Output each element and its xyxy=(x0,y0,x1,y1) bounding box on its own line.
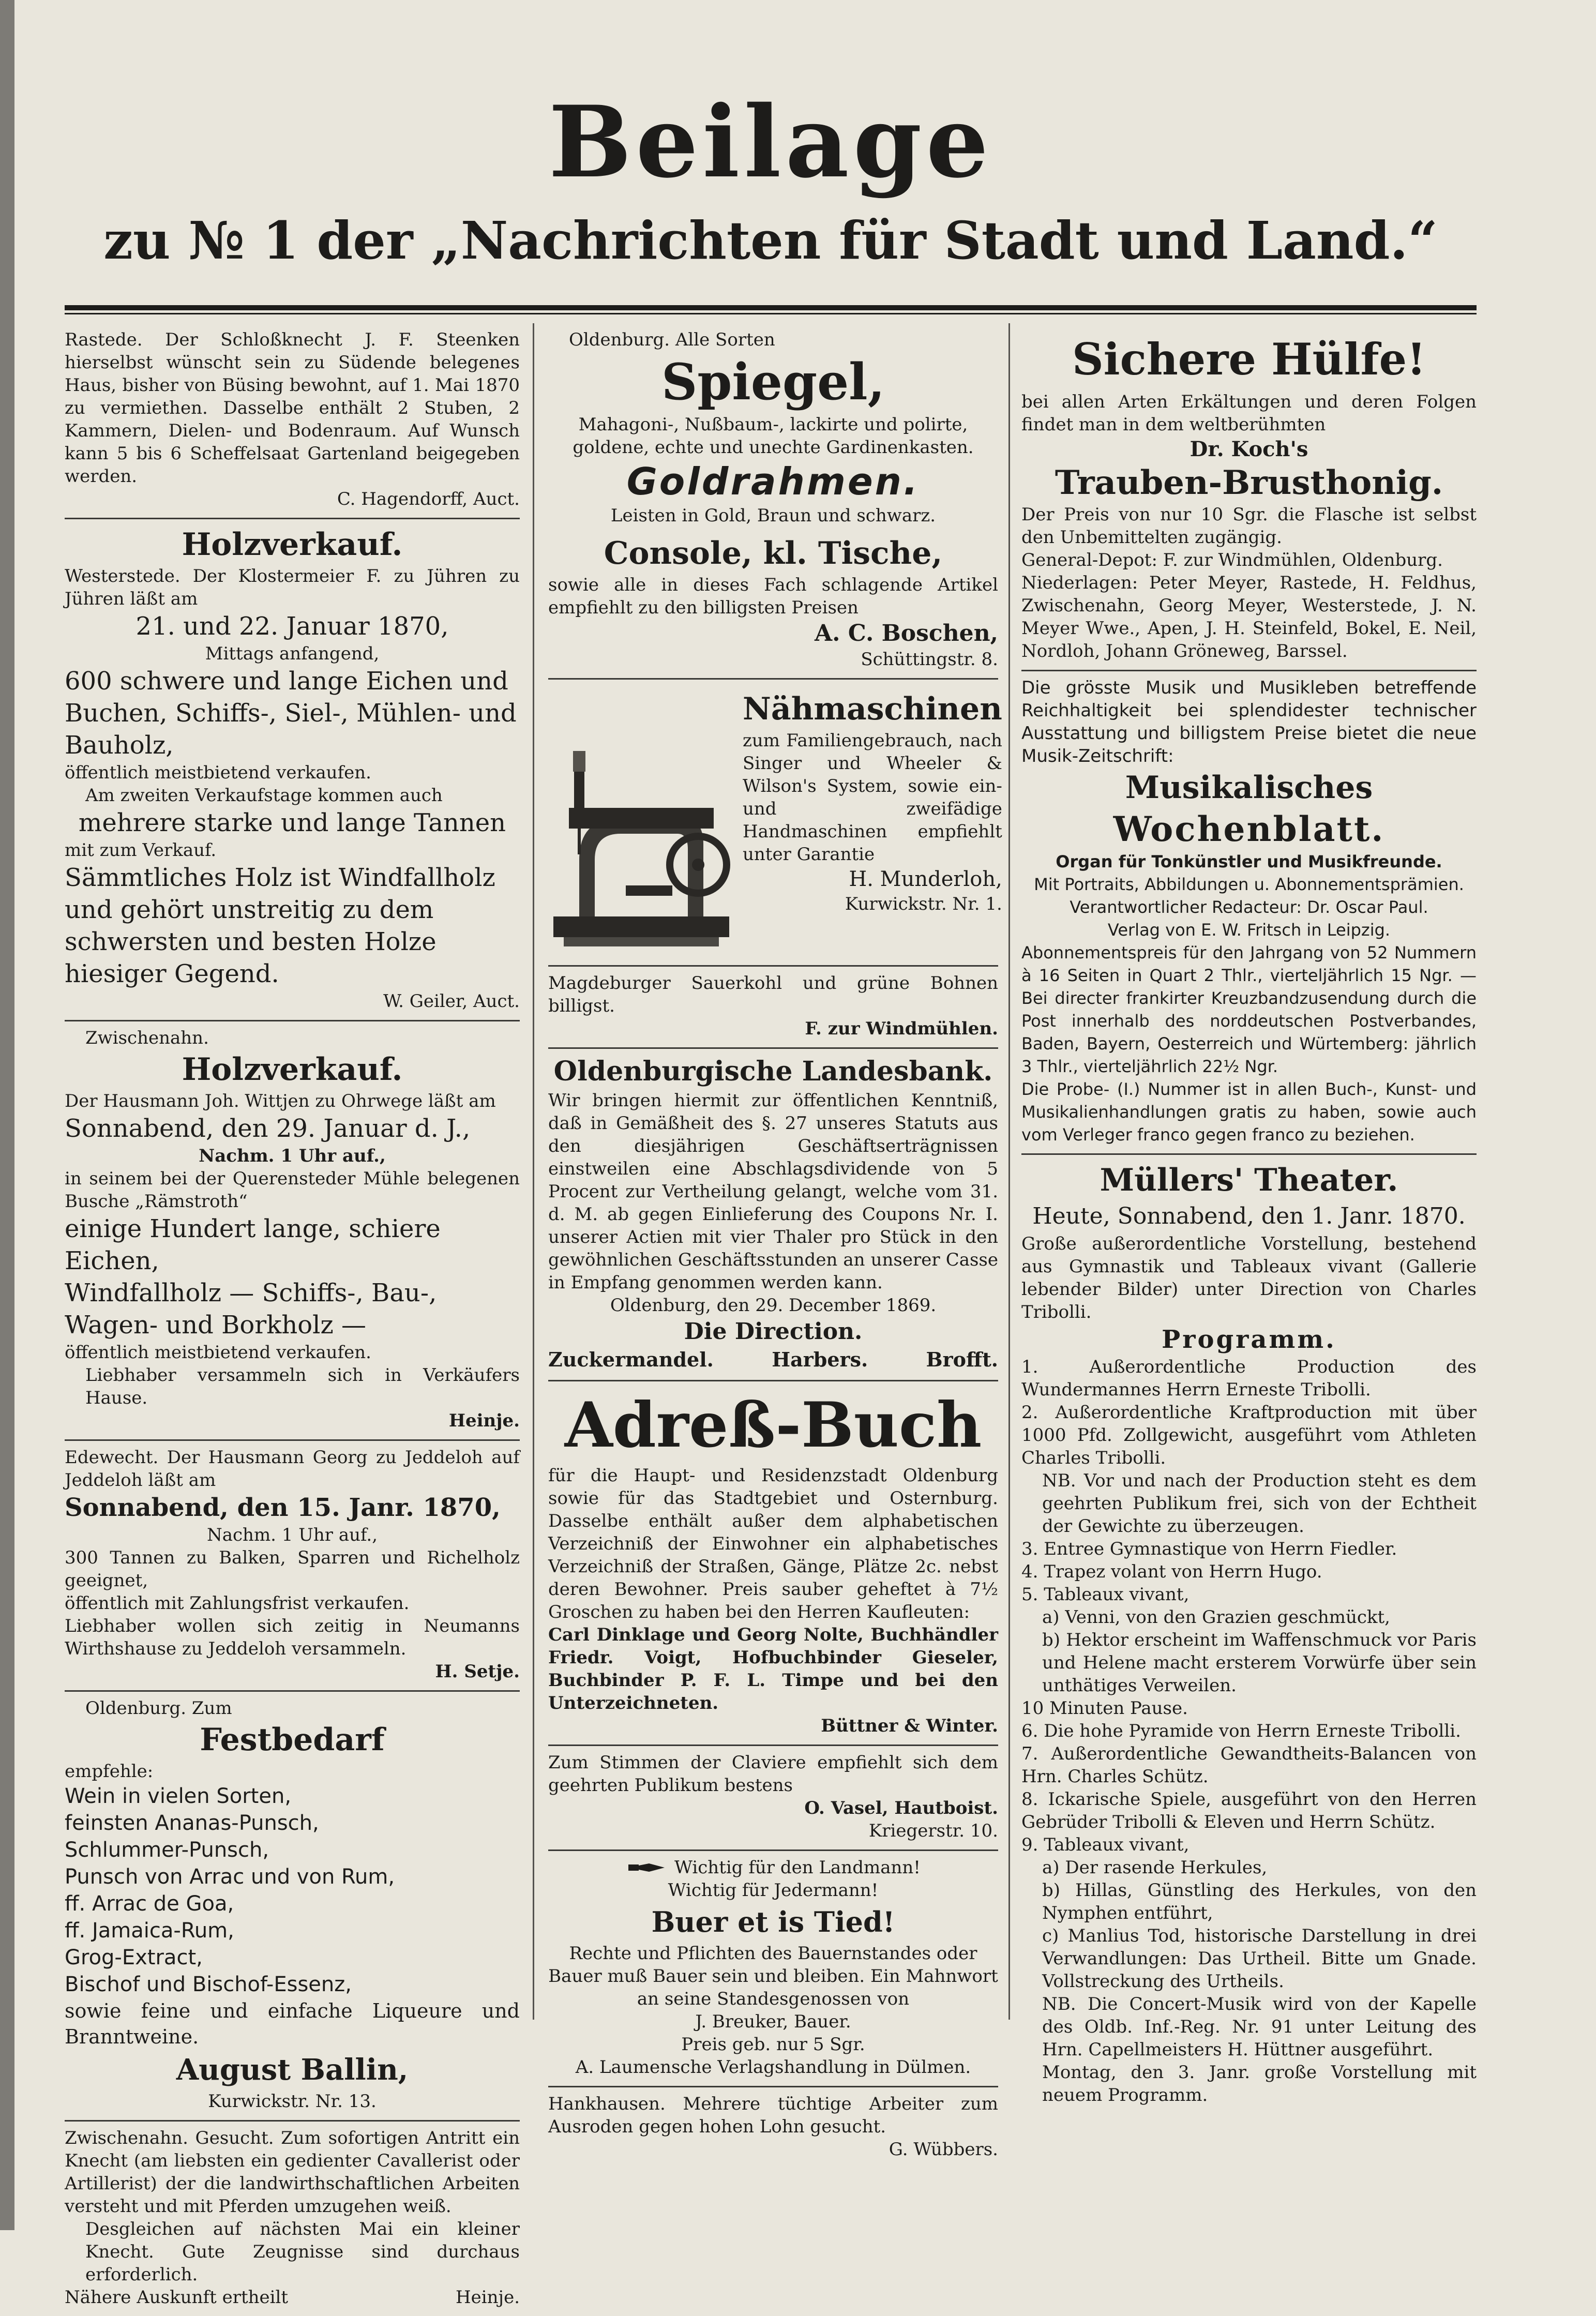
program-item: 5. Tableaux vivant, xyxy=(1021,1584,1190,1605)
ad-text: Magdeburger Sauerkohl und grüne Bohnen billigst. xyxy=(548,973,998,1016)
ad-signature: F. zur Windmühlen. xyxy=(805,1018,998,1039)
ad-location: in seinem bei der Querensteder Mühle belegenen Busche „Rämstroth“ xyxy=(65,1168,520,1212)
ad-piano-tuning xyxy=(548,1746,998,1851)
ad-signature: A. C. Boschen, xyxy=(814,620,998,646)
ad-farmer-book xyxy=(548,1851,998,2087)
program-item: 8. Ickarische Spiele, ausgeführt von den Herren Gebrüder Tribolli & Eleven und Herrn Schütz. xyxy=(1021,1789,1477,1832)
ad-signature-address: Kurwickstr. Nr. 1. xyxy=(845,894,1002,914)
ad-text-3: sowie alle in dieses Fach schlagende Artikel empfiehlt zu den billigsten Preisen xyxy=(548,575,998,618)
ad-goods-2-sub: mit zum Verkauf. xyxy=(65,840,217,861)
ad-text: Große außerordentliche Vorstellung, bestehend aus Gymnastik und Tableaux vivant (Gallerie lebender Bilder) unter Direction von Charles Tribolli. xyxy=(1021,1234,1477,1322)
machine-text-block xyxy=(743,689,1002,958)
product-list xyxy=(65,1783,520,1998)
ad-text: Wir bringen hiermit zur öffentlichen Kenntniß, daß in Gemäßheit des §. 27 unseres Statuts aus den diesjährigen Geschäftserträgnissen einstweilen eine Abschlagsdividende von 5 Procent zur Vertheilung gelangt, welche vom 31. d. M. ab gegen Einlieferung des Coupons Nr. I. unserer Actien mit vier Thaler pro Stück in den gewöhnlichen Geschäftsstunden an unserer Casse in Empfang genommen werden kann. xyxy=(548,1090,998,1293)
list-item: Bischof und Bischof-Essenz, xyxy=(65,1973,352,1996)
program-item: 7. Außerordentliche Gewandtheits-Balancen von Hrn. Charles Schütz. xyxy=(1021,1743,1477,1787)
program-subitem: b) Hillas, Günstling des Herkules, von den Nymphen entführt, xyxy=(1042,1880,1477,1923)
ad-signature-name: August Ballin, xyxy=(176,2053,409,2087)
program-item: 2. Außerordentliche Kraftproduction mit über 1000 Pfd. Zollgewicht, ausgeführt vom Athleten Charles Tribolli. xyxy=(1021,1402,1477,1468)
ad-signature: H. Munderloh, xyxy=(849,867,1002,891)
signature-name: Harbers. xyxy=(772,1348,868,1371)
signature-name: Zuckermandel. xyxy=(548,1348,714,1371)
ad-wood-sale-zwischenahn xyxy=(65,1021,520,1441)
ad-tannen-sale xyxy=(65,1441,520,1692)
ad-landesbank xyxy=(548,1049,998,1381)
list-item: ff. Jamaica-Rum, xyxy=(65,1919,234,1943)
ad-signature: H. Setje. xyxy=(435,1661,520,1682)
ad-publisher: Verlag von E. W. Fritsch in Leipzig. xyxy=(1107,920,1391,940)
ad-house-rent xyxy=(65,323,520,519)
ad-text: Mahagoni-, Nußbaum-, lackirte und polirte, goldene, echte und unechte Gardinenkasten. xyxy=(573,414,974,458)
ad-price: Abonnementspreis für den Jahrgang von 52 Nummern à 16 Seiten in Quart 2 Thlr., vierteljährlich 15 Ngr. — Bei directer frankirter Kreuzbandzusendung durch die Post innerhalb des norddeutschen Postverbandes, Baden, Bayern, Oesterreich und Würtemberg: jährlich 3 Thlr., vierteljährlich 22½ Ngr. xyxy=(1021,943,1477,1076)
list-item: ff. Arrac de Goa, xyxy=(65,1892,234,1916)
list-item: Schlummer-Punsch, xyxy=(65,1838,269,1862)
ad-date: Sonnabend, den 29. Januar d. J., xyxy=(65,1114,471,1143)
ad-signature: Büttner & Winter. xyxy=(821,1716,998,1736)
ad-price: Der Preis von nur 10 Sgr. die Flasche ist selbst den Unbemittelten zugängig. xyxy=(1021,504,1477,548)
ad-time: Nachm. 1 Uhr auf., xyxy=(206,1525,378,1545)
ad-heading: Nähmaschinen xyxy=(743,691,1002,727)
ad-goods-2: mehrere starke und lange Tannen xyxy=(78,808,506,837)
signature-name: Brofft. xyxy=(926,1348,998,1371)
ad-signature-address: Kriegerstr. 10. xyxy=(868,1821,998,1841)
pointing-hand-icon xyxy=(626,1857,667,1878)
ad-heading: Oldenburgische Landesbank. xyxy=(553,1056,993,1087)
program-note: NB. Die Concert-Musik wird von der Kapelle des Oldb. Inf.-Reg. Nr. 91 unter Leitung des Hrn. Capellmeisters H. Hüttner ausgeführt. xyxy=(1042,1994,1477,2060)
ad-text: Rastede. Der Schloßknecht J. F. Steenken hierselbst wünscht sein zu Südende belegenes Haus, bisher von Büsing bewohnt, auf 1. Mai 1870 zu vermiethen. Dasselbe enthält 2 Stuben, 2 Kammern, Dielen- und Bodenraum. Auf Wunsch kann 5 bis 6 Scheffelsaat Gartenland beigegeben werden. xyxy=(65,329,520,487)
program-pause: 10 Minuten Pause. xyxy=(1021,1698,1188,1719)
ad-extras: Mit Portraits, Abbildungen u. Abonnementsprämien. xyxy=(1034,875,1464,894)
ad-wood-sale-westerstede xyxy=(65,519,520,1021)
ad-text: zum Familiengebrauch, nach Singer und Wheeler & Wilson's System, sowie ein- und zweifädige Handmaschinen empfiehlt unter Garantie xyxy=(743,730,1002,865)
ad-time: Mittags anfangend, xyxy=(205,643,380,664)
ad-text: Zum Stimmen der Claviere empfiehlt sich dem geehrten Publikum bestens xyxy=(548,1752,998,1796)
ad-heading: Holzverkauf. xyxy=(182,1051,403,1088)
ad-heading: Sichere Hülfe! xyxy=(1072,334,1426,385)
ad-signature: C. Hagendorff, Auct. xyxy=(337,489,520,509)
ad-job-wanted xyxy=(65,2122,520,2316)
ad-date: Oldenburg, den 29. December 1869. xyxy=(610,1295,937,1316)
column-divider xyxy=(1008,323,1010,2020)
program-subitem: a) Der rasende Herkules, xyxy=(1042,1857,1268,1878)
list-item: feinsten Ananas-Punsch, xyxy=(65,1811,319,1835)
program-item: 1. Außerordentliche Production des Wundermannes Herrn Erneste Tribolli. xyxy=(1021,1357,1477,1400)
ad-ornament-row xyxy=(548,1856,998,1879)
program-item: 4. Trapez volant von Herrn Hugo. xyxy=(1021,1561,1322,1582)
ad-goods: einige Hundert lange, schiere Eichen, xyxy=(65,1214,441,1275)
program-item: 3. Entree Gymnastique von Herrn Fiedler. xyxy=(1021,1539,1397,1559)
list-item: Wein in vielen Sorten, xyxy=(65,1784,292,1808)
column-right xyxy=(1021,323,1477,2114)
ad-festbedarf xyxy=(65,1692,520,2122)
ad-heading: Musikalisches xyxy=(1125,770,1373,806)
sewing-machine-illustration xyxy=(548,689,734,958)
column-divider xyxy=(533,323,534,2020)
ad-tail: sowie feine und einfache Liqueure und Branntweine. xyxy=(65,1999,520,2048)
program-subitem: c) Manlius Tod, historische Darstellung in drei Verwandlungen: Das Urtheil. Bitte um Gnade. Vollstreckung des Urtheils. xyxy=(1042,1926,1477,1992)
column-middle xyxy=(548,323,1002,2168)
ad-signature-address: Schüttingstr. 8. xyxy=(861,649,998,670)
ad-heading: Adreß-Buch xyxy=(564,1389,982,1462)
ad-agents: Niederlagen: Peter Meyer, Rastede, H. Feldhus, Zwischenahn, Georg Meyer, Westerstede, J. N. Meyer Wwe., Apen, J. H. Steinfeld, Bokel, E. Neil, Nordloh, Johann Gröneweg, Barssel. xyxy=(1021,573,1477,661)
column-left xyxy=(65,323,520,2316)
ad-text-2: Leisten in Gold, Braun und schwarz. xyxy=(610,505,936,526)
ad-date: 21. und 22. Januar 1870, xyxy=(135,612,449,641)
program-subitem: a) Venni, von den Grazien geschmückt, xyxy=(1042,1607,1390,1628)
ad-brand: Dr. Koch's xyxy=(1190,437,1308,461)
program-item: 9. Tableaux vivant, xyxy=(1021,1834,1190,1855)
masthead-rule xyxy=(65,305,1477,310)
ad-note: Sämmtliches Holz ist Windfallholz und gehört unstreitig zu dem schwersten und besten Holze hiesiger Gegend. xyxy=(65,863,495,988)
ad-text: Rechte und Pflichten des Bauernstandes oder Bauer muß Bauer sein und bleiben. Ein Mahnwort an seine Standesgenossen von xyxy=(548,1943,998,2009)
ad-editor: Verantwortlicher Redacteur: Dr. Oscar Paul. xyxy=(1070,897,1428,917)
ad-heading-2: Trauben-Brusthonig. xyxy=(1055,463,1443,502)
ad-intro: Der Hausmann Joh. Wittjen zu Ohrwege läßt am xyxy=(65,1091,496,1111)
ad-heading: Buer et is Tied! xyxy=(651,1905,895,1938)
ad-text: für die Haupt- und Residenzstadt Oldenburg sowie für das Stadtgebiet und Osternburg. Dasselbe enthält außer dem alphabetischen Verzeichniß der Einwohner ein alphabetisches Verzeichniß der Straßen, Gänge, Plätze 2c. nebst deren Bewohner. Preis sauber geheftet à 7½ Groschen zu haben bei den Herren Kaufleuten: xyxy=(548,1465,998,1622)
ad-intro: Die grösste Musik und Musikleben betreffende Reichhaltigkeit bei splendidester technischer Ausstattung und billigstem Preise bietet die neue Musik-Zeitschrift: xyxy=(1021,678,1477,766)
ad-intro: Edewecht. Der Hausmann Georg zu Jeddeloh auf Jeddeloh läßt am xyxy=(65,1447,520,1491)
ad-heading: Holzverkauf. xyxy=(182,527,403,563)
ad-signature: Heinje. xyxy=(448,1410,520,1431)
ad-heading-2: Goldrahmen. xyxy=(626,460,920,503)
ad-goods-2: Windfallholz — Schiffs-, Bau-, Wagen- und Borkholz — xyxy=(65,1279,437,1340)
program-item: 6. Die hohe Pyramide von Herrn Erneste Tribolli. xyxy=(1021,1721,1461,1741)
program-heading: Programm. xyxy=(1162,1325,1336,1354)
ad-signature-address: Kurwickstr. Nr. 13. xyxy=(208,2091,377,2112)
page-binding-edge xyxy=(0,0,14,2230)
ad-place: Oldenburg. Zum xyxy=(85,1698,232,1719)
ad-line-2: Wichtig für Jedermann! xyxy=(668,1880,879,1901)
ad-theater xyxy=(1021,1155,1477,2114)
ad-second-day: Am zweiten Verkaufstage kommen auch xyxy=(85,785,443,806)
ad-direction: Die Direction. xyxy=(684,1318,863,1345)
ad-heading: Festbedarf xyxy=(200,1722,385,1758)
ad-footer-label: Nähere Auskunft ertheilt xyxy=(65,2287,289,2308)
ad-date: Sonnabend, den 15. Janr. 1870, xyxy=(65,1493,501,1522)
ad-footer xyxy=(65,2286,520,2309)
ad-publisher: A. Laumensche Verlagshandlung in Dülmen. xyxy=(575,2057,971,2078)
ad-music-weekly xyxy=(1021,671,1477,1155)
ad-note: Liebhaber versammeln sich in Verkäufers Hause. xyxy=(85,1365,520,1408)
ad-author: J. Breuker, Bauer. xyxy=(695,2011,851,2032)
ad-signature: W. Geiler, Auct. xyxy=(383,991,520,1012)
ad-text: bei allen Arten Erkältungen und deren Folgen findet man in dem weltberühmten xyxy=(1021,392,1477,435)
program-note: NB. Vor und nach der Production steht es dem geehrten Publikum frei, sich von der Echtheit der Gewichte zu überzeugen. xyxy=(1042,1470,1477,1537)
ad-heading: Müllers' Theater. xyxy=(1100,1162,1398,1198)
ad-signature: O. Vasel, Hautboist. xyxy=(804,1798,998,1818)
ad-heading: Spiegel, xyxy=(661,353,885,411)
ad-terms: öffentlich meistbietend verkaufen. xyxy=(65,762,371,783)
ad-intro: Westerstede. Der Klostermeier F. zu Jühren zu Jühren läßt am xyxy=(65,566,520,609)
ad-signature: G. Wübbers. xyxy=(889,2139,998,2160)
ad-workers-wanted xyxy=(548,2087,998,2168)
ad-terms: öffentlich meistbietend verkaufen. xyxy=(65,1342,371,1363)
ad-text-2: Desgleichen auf nächsten Mai ein kleiner Knecht. Gute Zeugnisse sind durchaus erforderlich. xyxy=(85,2219,520,2285)
ad-brusthonig xyxy=(1021,323,1477,671)
list-item: Grog-Extract, xyxy=(65,1946,203,1969)
ad-heading-2: Wochenblatt. xyxy=(1113,809,1385,849)
ad-note: Liebhaber wollen sich zeitig in Neumanns Wirthshause zu Jeddeloh versammeln. xyxy=(65,1616,520,1659)
ad-address-book xyxy=(548,1381,998,1746)
list-item: Punsch von Arrac und von Rum, xyxy=(65,1865,395,1889)
ad-text: Zwischenahn. Gesucht. Zum sofortigen Antritt ein Knecht (am liebsten ein gedienter Cavallerist oder Artillerist) der die landwirthschaftlichen Arbeiten versteht und mit Pferden umzugehen weiß. xyxy=(65,2128,520,2217)
ad-mirrors xyxy=(548,323,998,680)
ad-date: Heute, Sonnabend, den 1. Janr. 1870. xyxy=(1032,1203,1466,1229)
ad-text: Hankhausen. Mehrere tüchtige Arbeiter zum Ausroden gegen hohen Lohn gesucht. xyxy=(548,2094,998,2137)
ad-note: Die Probe- (I.) Nummer ist in allen Buch-, Kunst- und Musikalienhandlungen gratis zu haben, sowie auch vom Verleger franco gegen franco zu beziehen. xyxy=(1021,1079,1477,1145)
ad-sewing-machines xyxy=(548,680,1002,967)
ad-sauerkraut xyxy=(548,967,998,1049)
ad-signature: Heinje. xyxy=(455,2287,520,2308)
masthead-subtitle: zu № 1 der „Nachrichten für Stadt und Land.“ xyxy=(103,210,1438,271)
machine-block xyxy=(548,689,1002,958)
ad-time: Nachm. 1 Uhr auf., xyxy=(199,1146,386,1166)
ad-place: Oldenburg. Alle Sorten xyxy=(569,329,775,350)
ad-sellers: Carl Dinklage und Georg Nolte, Buchhändler Friedr. Voigt, Hofbuchbinder Gieseler, Buchbinder P. F. L. Timpe und bei den Unterzeichneten. xyxy=(548,1625,998,1713)
masthead-title: Beilage xyxy=(548,84,993,200)
masthead xyxy=(62,83,1479,274)
ad-terms: öffentlich mit Zahlungsfrist verkaufen. xyxy=(65,1593,410,1614)
ad-price: Preis geb. nur 5 Sgr. xyxy=(681,2034,865,2055)
ad-line-1: Wichtig für den Landmann! xyxy=(674,1857,921,1878)
ad-organ: Organ für Tonkünstler und Musikfreunde. xyxy=(1056,852,1442,871)
masthead-rule-thin xyxy=(65,313,1477,314)
ad-depot: General-Depot: F. zur Windmühlen, Oldenburg. xyxy=(1021,550,1443,570)
ad-heading-3: Console, kl. Tische, xyxy=(604,535,943,572)
ad-goods: 300 Tannen zu Balken, Sparren und Richelholz geeignet, xyxy=(65,1547,520,1591)
program-list xyxy=(1021,1356,1477,2107)
program-subitem: b) Hektor erscheint im Waffenschmuck vor Paris und Helene macht ersterem Vorwürfe über sein unthätiges Verweilen. xyxy=(1042,1630,1477,1696)
program-note: Montag, den 3. Janr. große Vorstellung mit neuem Programm. xyxy=(1042,2062,1477,2106)
ad-intro: empfehle: xyxy=(65,1761,154,1782)
ad-signatures xyxy=(548,1347,998,1373)
ad-goods: 600 schwere und lange Eichen und Buchen, Schiffs-, Siel-, Mühlen- und Bauholz, xyxy=(65,667,517,760)
ad-place: Zwischenahn. xyxy=(85,1028,209,1048)
